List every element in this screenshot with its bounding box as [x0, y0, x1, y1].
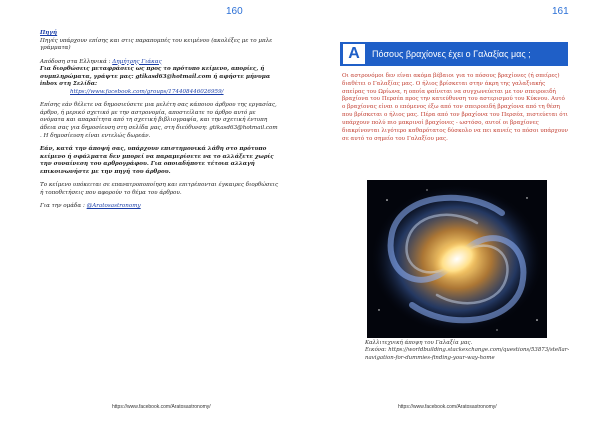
caption-source: Εικόνα: https://worldbuilding.stackexchange.com/questions/53873/stellar-navigation-for-dummies-finding-your-way-home	[365, 347, 570, 361]
errors-paragraph: Εάν, κατά την άποψή σας, υπάρχουν επιστημονικά λάθη στο πρότυπο κείμενο ή σφάλματα δεν μπορεί να παραμερίσετε να το αλλάξετε χωρίς την συναίνεση του αρθρογράφου. Για οποιαδήποτε τέτοια αλλαγή επικοινωνήστε με την πηγή του άρθρου.	[40, 146, 274, 175]
page-number-right: 161	[552, 6, 569, 17]
article-heading: Πόσους βραχίονες έχει ο Γαλαξίας μας ;	[372, 49, 531, 59]
publication-paragraph: Επίσης εάν θέλετε να δημοσιεύσετε μια μελέτη σας κάποιου άρθρου της εργασίας, άρθρο, ή μερικό σχετικό με την αστρονομία, αποστείλατε το άρθρο αυτό με ονόματα και απαραίτητα από τη σχετική βιβλιογραφία, και την σχετική έντυπη άδεια σας για δημοσίευση στη σελίδα μας, στη διεύθυνση: gtikasd63@hotmail.com . Η δημοσίευση είναι εντελώς δωρεάν.	[40, 102, 278, 139]
galaxy-illustration	[367, 180, 547, 338]
left-page-content	[40, 30, 280, 217]
article-body: Οι αστρονόμοι δεν είναι ακόμα βέβαιοι για το πόσους βραχίονες (ή σπείρες) διαθέτει ο Γαλαξίας μας. Ο ήλιος βρίσκεται στην άκρη της γαλαξιακής σπείρας του Ωρίωνα, η οποία φαίνεται να συγχωνεύεται με τον σπειροειδή βραχίονα του Περσέα προς την κατεύθυνση του αστερισμού του Κύκνου. Αυτό ο βραχίονας είναι ο επόμενος έξω από τον σπειροειδή βραχίονα από τη θέση που βρίσκεται ο ήλιος μας. Πέρα από τον βραχίονα του Περσέα, πιστεύεται ότι υπάρχουν πολύ πιο μακρινοί βραχίονες - ωστόσο, αυτοί οι βραχίονες διακρίνονται λιγότερο καθαρότατος δύσκολο να πει κανείς το πόσοι υπάρχουν σε αυτό το σημείο του Γαλαξίου μας.	[342, 73, 568, 142]
footer-right[interactable]: https://www.facebook.com/Aratosastronomy/	[398, 404, 497, 410]
footer-left[interactable]: https://www.facebook.com/Aratosastronomy/	[112, 404, 211, 410]
aratos-logo	[343, 44, 365, 64]
corrections-paragraph: Το κείμενο υπόκειται σε επανατροποποίηση και επιτρέπονται έγκαιρες διορθώσεις ή τοποθετήσεις που αφορούν το θέμα του άρθρου.	[40, 182, 279, 196]
translation-prefix: Απόδοση στα Ελληνικά :	[40, 58, 111, 65]
image-caption	[365, 340, 575, 362]
caption-title: Καλλιτεχνική άποψη του Γαλαξία μας.	[365, 340, 473, 346]
corrections-text: Για διορθώσεις μεταφράσεις ως προς το πρότυπο κείμενο, απορίες, ή συμπληρώματα, γράψτε μας: gtikasd63@hotmail.com ή αφήστε μήνυμα inbox στη Σελίδα:	[40, 66, 271, 88]
group-prefix: Για την ομάδα :	[40, 203, 85, 210]
translator-link[interactable]: Δημήτρης Γιάκας	[112, 58, 162, 65]
source-line: Πηγές υπάρχουν επίσης και στις παραπομπές του κειμένου (ακολέξες με το μπλε γράμματα)	[40, 37, 273, 52]
facebook-group-link[interactable]: https://www.facebook.com/groups/174408446026959/	[70, 88, 224, 95]
logo-letter: A	[348, 45, 360, 62]
source-title: Πηγή	[40, 30, 58, 36]
group-handle-link[interactable]: @Aratosastronomy	[86, 203, 141, 210]
page-number-left: 160	[226, 6, 243, 17]
